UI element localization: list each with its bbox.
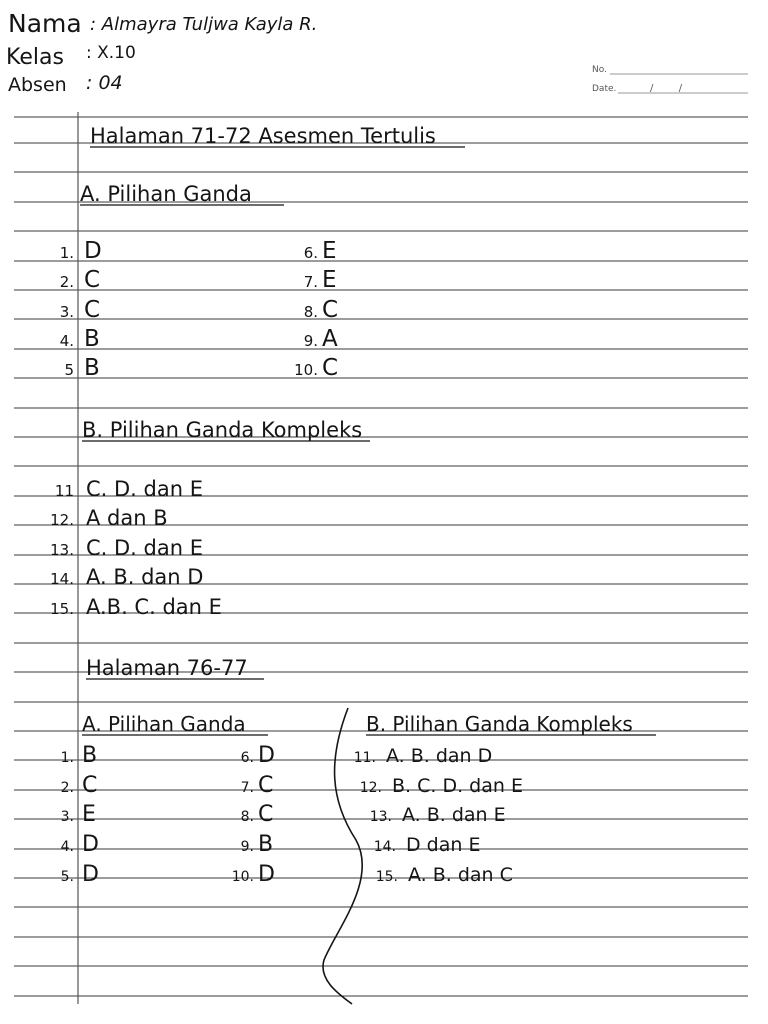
answer-choice: E: [322, 238, 337, 264]
answer-number: 4.: [60, 839, 74, 855]
answer-choice: B: [84, 355, 100, 381]
answer-number: 4.: [59, 332, 74, 350]
answer-number: 9.: [240, 839, 254, 855]
answer-choice: E: [322, 267, 337, 293]
section1-part-a-answers: [60, 238, 338, 381]
nama-value: : Almayra Tuljwa Kayla R.: [90, 14, 318, 35]
section2-part-b-title: B. Pilihan Ganda Kompleks: [366, 712, 633, 736]
answer-choice: A. B. dan C: [408, 864, 513, 886]
date-slashes: / /: [650, 83, 683, 94]
answer-choice: D: [258, 743, 275, 768]
student-header: [6, 9, 317, 96]
answer-number: 12.: [359, 780, 382, 796]
answer-number: 10.: [231, 869, 254, 885]
answer-number: 6.: [303, 244, 318, 262]
answer-choice: C. D. dan E: [86, 536, 203, 560]
answer-number: 1.: [59, 244, 74, 262]
answer-number: 9.: [303, 332, 318, 350]
section1-part-b-title: B. Pilihan Ganda Kompleks: [82, 418, 363, 442]
answer-number: 13.: [369, 809, 392, 825]
answer-choice: B: [84, 326, 100, 352]
answer-number: 6.: [240, 750, 254, 766]
answer-choice: A: [322, 326, 338, 352]
answer-choice: A. B. dan D: [386, 745, 493, 767]
section2-title: Halaman 76-77: [86, 656, 248, 680]
section1-part-a-title: A. Pilihan Ganda: [80, 182, 252, 206]
answer-choice: C: [84, 267, 101, 293]
answer-number: 3.: [60, 809, 74, 825]
absen-value: : 04: [86, 72, 123, 94]
answer-choice: C: [258, 773, 274, 798]
answer-choice: D: [258, 862, 275, 887]
answer-choice: C. D. dan E: [86, 477, 203, 501]
kelas-label: Kelas: [6, 45, 64, 70]
answer-number: 15.: [50, 600, 74, 618]
section2-part-a-answers: [61, 743, 275, 887]
answer-number: 14.: [373, 839, 396, 855]
answer-number: 14.: [50, 570, 74, 588]
answer-choice: B: [82, 743, 98, 768]
answer-choice: A.B. C. dan E: [86, 595, 222, 619]
answer-number: 15.: [375, 869, 398, 885]
answer-choice: D dan E: [406, 834, 481, 856]
section2-part-a-title: A. Pilihan Ganda: [82, 712, 246, 736]
answer-choice: A dan B: [86, 506, 168, 530]
answer-number: 2.: [60, 780, 74, 796]
answer-choice: C: [322, 297, 339, 323]
answer-choice: C: [322, 355, 339, 381]
answer-number: 12.: [50, 511, 74, 529]
absen-label: Absen: [8, 74, 67, 96]
answer-choice: E: [82, 802, 96, 827]
answer-number: 2.: [59, 273, 74, 291]
answer-number: 5: [64, 361, 74, 379]
answer-choice: B. C. D. dan E: [392, 775, 523, 797]
section2-part-b-answers: [354, 745, 523, 886]
answer-number: 8.: [240, 809, 254, 825]
answer-number: 1.: [60, 750, 74, 766]
answer-number: 11.: [353, 750, 376, 766]
answer-number: 8.: [303, 303, 318, 321]
section1-title: Halaman 71-72 Asesmen Tertulis: [90, 124, 436, 148]
answer-choice: C: [258, 802, 274, 827]
date-label: Date.: [592, 84, 617, 94]
answer-choice: C: [82, 773, 98, 798]
answer-choice: D: [82, 832, 99, 857]
answer-number: 3.: [59, 303, 74, 321]
no-label: No.: [592, 65, 607, 75]
nama-label: Nama: [8, 9, 82, 38]
no-date-box: [592, 65, 748, 94]
answer-choice: D: [84, 238, 102, 264]
section1-part-b-answers: [50, 477, 222, 619]
answer-number: 7.: [303, 273, 318, 291]
answer-choice: A. B. dan D: [86, 565, 204, 589]
answer-number: 11: [54, 482, 74, 500]
answer-number: 10.: [294, 361, 318, 379]
answer-choice: A. B. dan E: [402, 804, 506, 826]
answer-number: 5.: [60, 869, 74, 885]
kelas-value: : X.10: [86, 43, 136, 63]
answer-choice: B: [258, 832, 274, 857]
answer-choice: C: [84, 297, 101, 323]
answer-number: 7.: [240, 780, 254, 796]
answer-choice: D: [82, 862, 99, 887]
answer-number: 13.: [50, 541, 74, 559]
